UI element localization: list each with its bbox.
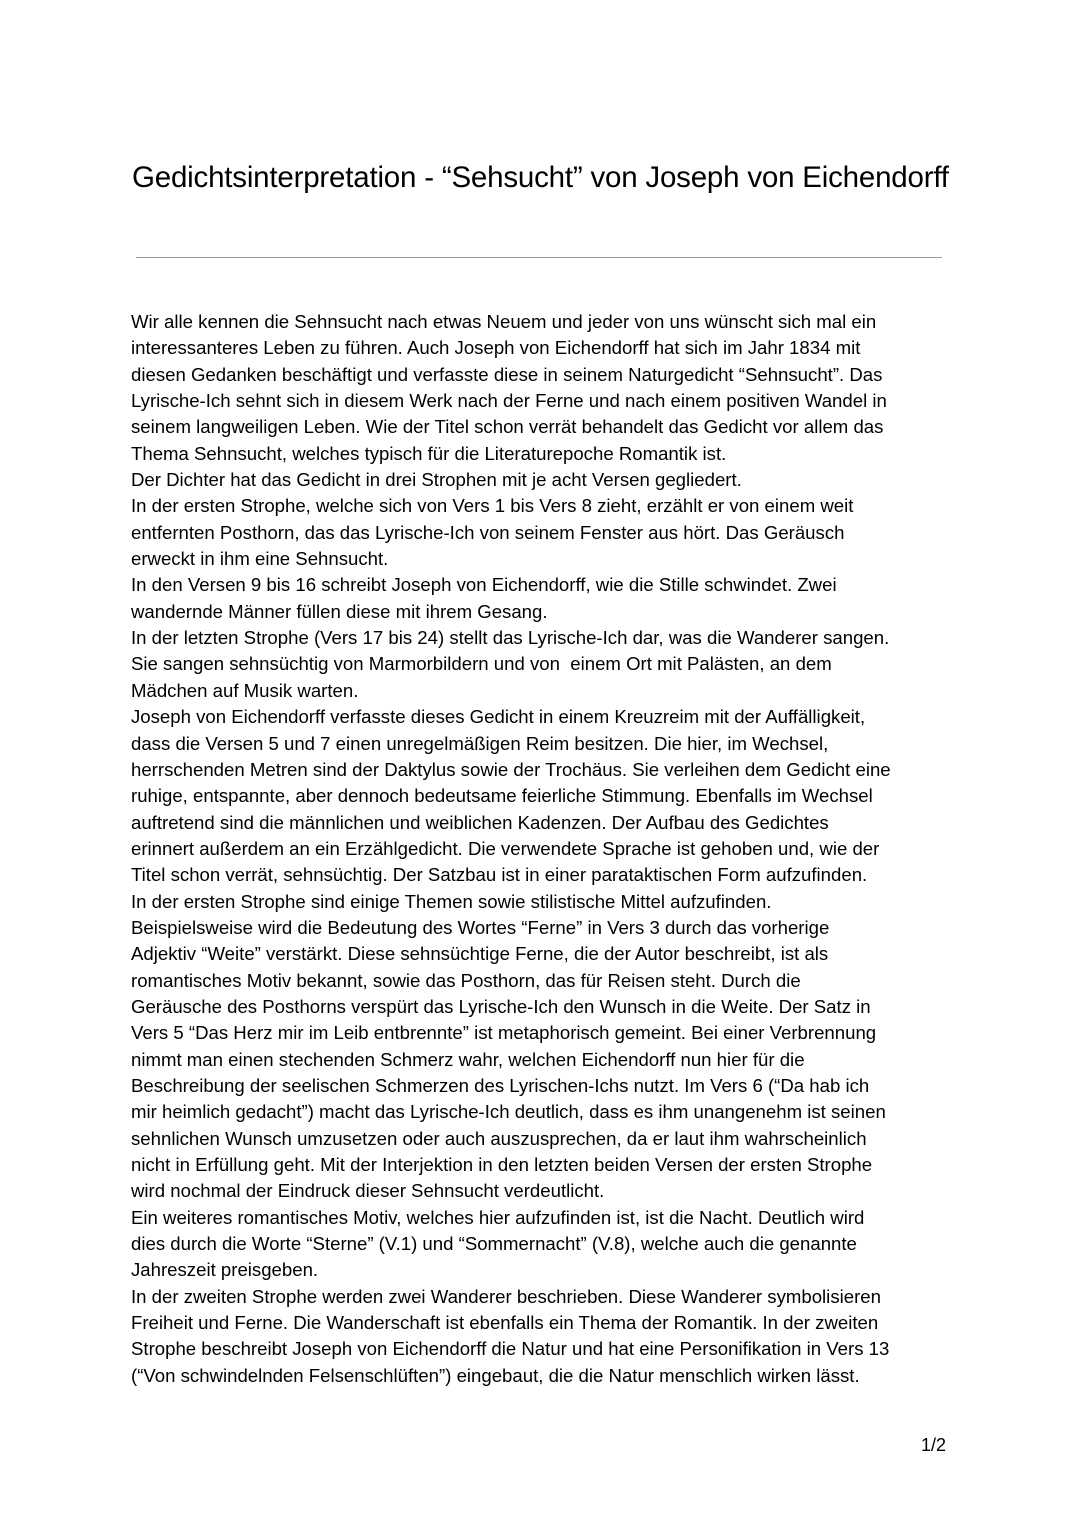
text-line: entfernten Posthorn, das das Lyrische-Ich von seinem Fenster aus hört. Das Geräusch [131,521,845,543]
text-line: Thema Sehnsucht, welches typisch für die Literaturepoche Romantik ist. [131,442,727,464]
text-line: Strophe beschreibt Joseph von Eichendorff die Natur und hat eine Personifikation in Vers 13 [131,1338,890,1360]
text-line: erweckt in ihm eine Sehnsucht. [131,548,389,570]
text-line: ruhige, entspannte, aber dennoch bedeutsame feierliche Stimmung. Ebenfalls im Wechsel [131,785,873,807]
text-line: seinem langweiligen Leben. Wie der Titel schon verrät behandelt das Gedicht vor allem das [131,416,884,438]
text-line: romantisches Motiv bekannt, sowie das Posthorn, das für Reisen steht. Durch die [131,969,801,991]
horizontal-divider [136,257,942,258]
text-line: mir heimlich gedacht”) macht das Lyrische-Ich deutlich, dass es ihm unangenehm ist seinen [131,1101,886,1123]
text-line: Joseph von Eichendorff verfasste dieses Gedicht in einem Kreuzreim mit der Auffälligkeit, [131,706,866,728]
text-line: wandernde Männer füllen diese mit ihrem Gesang. [131,600,548,622]
text-line: In der ersten Strophe, welche sich von Vers 1 bis Vers 8 zieht, erzählt er von einem weit [131,495,854,517]
text-line: sehnlichen Wunsch umzusetzen oder auch auszusprechen, da er laut ihm wahrscheinlich [131,1127,867,1149]
body-text [131,309,961,1389]
text-line: dies durch die Worte “Sterne” (V.1) und “Sommernacht” (V.8), welche auch die genannte [131,1233,857,1255]
text-line: erinnert außerdem an ein Erzählgedicht. Die verwendete Sprache ist gehoben und, wie der [131,837,880,859]
text-line: Geräusche des Posthorns verspürt das Lyrische-Ich den Wunsch in die Weite. Der Satz in [131,995,871,1017]
text-line: In den Versen 9 bis 16 schreibt Joseph von Eichendorff, wie die Stille schwindet. Zwei [131,574,837,596]
text-line: Beispielsweise wird die Bedeutung des Wortes “Ferne” in Vers 3 durch das vorherige [131,916,830,938]
text-line: In der ersten Strophe sind einige Themen sowie stilistische Mittel aufzufinden. [131,890,772,912]
text-line: Wir alle kennen die Sehnsucht nach etwas Neuem und jeder von uns wünscht sich mal ein [131,311,877,332]
text-line: dass die Versen 5 und 7 einen unregelmäßigen Reim besitzen. Die hier, im Wechsel, [131,732,829,754]
text-line: Adjektiv “Weite” verstärkt. Diese sehnsüchtige Ferne, die der Autor beschreibt, ist als [131,943,829,965]
text-line: Mädchen auf Musik warten. [131,679,359,701]
text-line: Sie sangen sehnsüchtig von Marmorbildern und von einem Ort mit Palästen, an dem [131,653,832,675]
text-line: Ein weiteres romantisches Motiv, welches hier aufzufinden ist, ist die Nacht. Deutlich wird [131,1206,865,1228]
text-line: In der zweiten Strophe werden zwei Wanderer beschrieben. Diese Wanderer symbolisieren [131,1285,881,1307]
text-line: wird nochmal der Eindruck dieser Sehnsucht verdeutlicht. [131,1180,605,1202]
text-line: interessanteres Leben zu führen. Auch Joseph von Eichendorff hat sich im Jahr 1834 mit [131,337,861,359]
text-line: Jahreszeit preisgeben. [131,1259,319,1281]
text-line: (“Von schwindelnden Felsenschlüften”) eingebaut, die die Natur menschlich wirken lässt. [131,1364,860,1386]
text-line: Der Dichter hat das Gedicht in drei Strophen mit je acht Versen gegliedert. [131,469,742,491]
text-line: Beschreibung der seelischen Schmerzen des Lyrischen-Ichs nutzt. Im Vers 6 (“Da hab ich [131,1074,870,1096]
text-line: nicht in Erfüllung geht. Mit der Interjektion in den letzten beiden Versen der ersten Strophe [131,1154,873,1175]
text-line: nimmt man einen stechenden Schmerz wahr, welchen Eichendorff nun hier für die [131,1048,805,1070]
text-line: Vers 5 “Das Herz mir im Leib entbrennte” ist metaphorisch gemeint. Bei einer Verbrennung [131,1022,877,1044]
text-line: Lyrische-Ich sehnt sich in diesem Werk nach der Ferne und nach einem positiven Wandel in [131,390,887,412]
text-line: herrschenden Metren sind der Daktylus sowie der Trochäus. Sie verleihen dem Gedicht eine [131,758,891,780]
text-line: Freiheit und Ferne. Die Wanderschaft ist ebenfalls ein Thema der Romantik. In der zweiten [131,1312,879,1334]
document-title: Gedichtsinterpretation - “Sehsucht” von Joseph von Eichendorff [132,161,949,194]
text-line: In der letzten Strophe (Vers 17 bis 24) stellt das Lyrische-Ich dar, was die Wanderer sangen. [131,627,890,649]
text-line: Titel schon verrät, sehnsüchtig. Der Satzbau ist in einer parataktischen Form aufzufinden. [131,864,868,886]
page-number: 1/2 [921,1435,947,1455]
text-line: auftretend sind die männlichen und weiblichen Kadenzen. Der Aufbau des Gedichtes [131,811,829,833]
text-line: diesen Gedanken beschäftigt und verfasste diese in seinem Naturgedicht “Sehnsucht”. Das [131,363,883,385]
